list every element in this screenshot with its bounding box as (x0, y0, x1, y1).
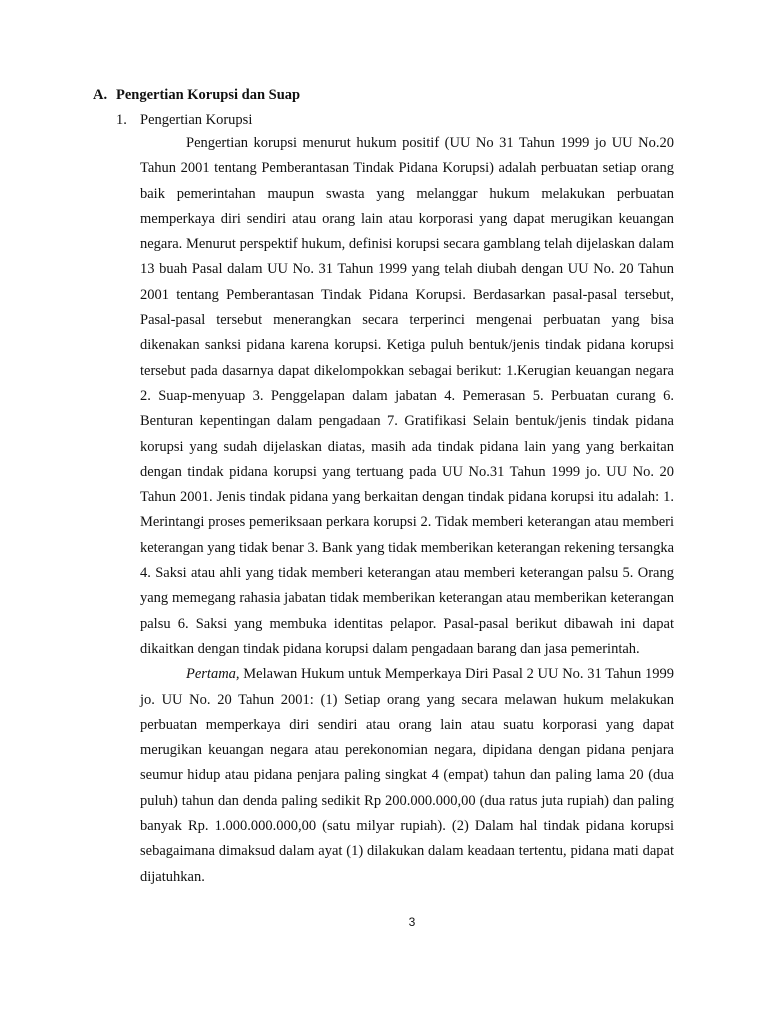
page-number: 3 (400, 914, 424, 930)
paragraph-lead-word: Pertama, (186, 666, 240, 683)
section-letter: A. (93, 87, 108, 103)
paragraph-definition: Pengertian korupsi menurut hukum positif (UU No 31 Tahun 1999 jo UU No.20 Tahun 2001 tentang Pemberantasan Tindak Pidana Korupsi) adalah perbuatan setiap orang baik pemerintahan maupun swasta yang melanggar hukum melakukan perbuatan memperkaya diri sendiri atau orang lain atau korporasi yang dapat merugikan keuangan negara. Menurut perspektif hukum, definisi korupsi secara gamblang telah dijelaskan dalam 13 buah Pasal dalam UU No. 31 Tahun 1999 yang telah diubah dengan UU No. 20 Tahun 2001 tentang Pemberantasan Tindak Pidana Korupsi. Berdasarkan pasal-pasal tersebut, Pasal-pasal tersebut menerangkan secara terperinci mengenai perbuatan yang bisa dikenakan sanksi pidana karena korupsi. Ketiga puluh bentuk/jenis tindak pidana korupsi tersebut pada dasarnya dapat dikelompokkan sebagai berikut: 1.Kerugian keuangan negara 2. Suap-menyuap 3. Penggelapan dalam jabatan 4. Pemerasan 5. Perbuatan curang 6. Benturan kepentingan dalam pengadaan 7. Gratifikasi Selain bentuk/jenis tindak pidana korupsi yang sudah dijelaskan diatas, masih ada tindak pidana lain yang yang berkaitan dengan tindak pidana korupsi yang tertuang pada UU No.31 Tahun 1999 jo. UU No. 20 Tahun 2001. Jenis tindak pidana yang berkaitan dengan tindak pidana korupsi itu adalah: 1. Merintangi proses pemeriksaan perkara korupsi 2. Tidak memberi keterangan atau memberi keterangan yang tidak benar 3. Bank yang tidak memberikan keterangan rekening tersangka 4. Saksi atau ahli yang tidak memberi keterangan atau memberi keterangan palsu 5. Orang yang memegang rahasia jabatan tidak memberikan keterangan atau memberikan keterangan palsu 6. Saksi yang membuka identitas pelapor. Pasal-pasal berikut dibawah ini dapat dikaitkan dengan tindak pidana korupsi dalam pengadaan barang dan jasa pemerintah. (140, 135, 674, 657)
body-text (140, 131, 674, 890)
subsection-number: 1. (116, 112, 127, 128)
section-title: Pengertian Korupsi dan Suap (116, 87, 301, 103)
paragraph-pertama-text: Melawan Hukum untuk Memperkaya Diri Pasal 2 UU No. 31 Tahun 1999 jo. UU No. 20 Tahun 2001: (1) Setiap orang yang secara melawan hukum melakukan perbuatan memperkaya diri sendiri atau orang lain atau suatu korporasi yang dapat merugikan keuangan negara atau perekonomian negara, dipidana dengan pidana penjara seumur hidup atau pidana penjara paling singkat 4 (empat) tahun dan paling lama 20 (dua puluh) tahun dan denda paling sedikit Rp 200.000.000,00 (dua ratus juta rupiah) dan paling banyak Rp. 1.000.000.000,00 (satu milyar rupiah). (2) Dalam hal tindak pidana korupsi sebagaimana dimaksud dalam ayat (1) dilakukan dalam keadaan tertentu, pidana mati dapat dijatuhkan. (140, 666, 674, 885)
subsection-title: Pengertian Korupsi (140, 112, 253, 128)
section-heading (93, 87, 300, 104)
paragraph-pertama (140, 662, 674, 890)
subsection-heading (116, 112, 252, 129)
